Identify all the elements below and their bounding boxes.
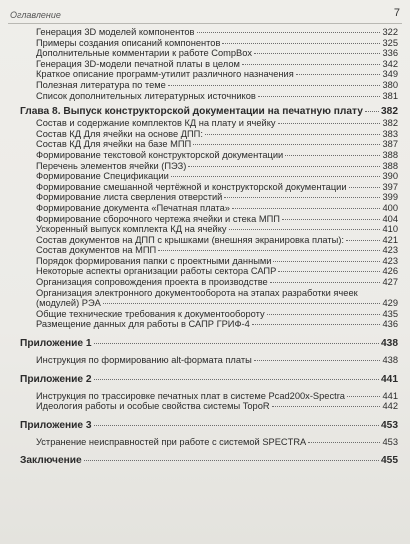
toc-entry-page: 421 [382,234,398,245]
dot-leader [254,360,381,361]
dot-leader [94,343,379,344]
chapter-page: 382 [381,106,398,118]
toc-entry-page: 410 [382,224,398,235]
dot-leader [347,396,381,397]
toc-entry-page: 382 [382,118,398,129]
dot-leader [222,43,380,44]
toc-entry-title: Формирование Спецификации [36,171,169,182]
appendix-page: 438 [381,338,398,350]
toc-entry[interactable] [0,214,410,225]
toc-entry-page: 390 [382,171,398,182]
toc-entry-page: 453 [382,436,398,447]
toc-entry-title: Некоторые аспекты организации работы сектора САПР [36,266,277,277]
toc-entry-page: 436 [382,319,398,330]
dot-leader [197,32,381,33]
toc-entry[interactable] [0,245,410,256]
toc-entry-title: Организация электронного документооборота на этапах разработки ячеек [36,287,358,298]
toc-entry[interactable] [0,161,410,172]
toc-entry[interactable] [0,69,410,80]
toc-entry-page: 427 [382,277,398,288]
table-of-contents [0,27,410,467]
dot-leader [171,176,381,177]
toc-entry-title: Инструкция по формированию alt-формата платы [36,355,252,366]
dot-leader [272,406,381,407]
toc-entry-page: 423 [382,245,398,256]
toc-entry[interactable] [0,319,410,330]
dot-leader [84,460,379,461]
appendix-page: 453 [381,419,398,431]
appendix-title: Приложение 2 [20,373,92,385]
dot-leader [205,134,381,135]
toc-entry-page: 441 [382,390,398,401]
page-number: 7 [393,7,400,19]
dot-leader [278,123,381,124]
appendix-heading[interactable] [0,419,410,432]
chapter-heading[interactable] [0,105,410,118]
toc-entry-multiline-second[interactable] [0,298,410,309]
toc-entry-title: Состав и содержание комплектов КД на плату и ячейку [36,118,276,129]
toc-entry-page: 336 [382,48,398,59]
toc-entry-title: Состав документов на ДПП с крышками (внешняя экранировка платы): [36,234,344,245]
toc-entry-title: Порядок формирования папки с проектными данными [36,255,272,266]
toc-entry[interactable] [0,309,410,320]
toc-entry-title: Организация сопровождения проекта в производстве [36,277,268,288]
toc-entry-page: 399 [382,192,398,203]
dot-leader [285,155,380,156]
toc-entry-title: Примеры создания описаний компонентов [36,37,221,48]
toc-entry-page: 349 [382,69,398,80]
dot-leader [278,271,380,272]
dot-leader [193,144,380,145]
toc-entry-page: 380 [382,79,398,90]
toc-entry-page: 442 [382,401,398,412]
dot-leader [296,74,381,75]
dot-leader [349,187,381,188]
toc-entry-title: Перечень элементов ячейки (ПЭЗ) [36,160,187,171]
toc-entry-title: Инструкция по трассировке печатных плат в системе Pcad200x-Spectra [36,390,345,401]
toc-entry-title: Состав документов на МПП [36,245,157,256]
dot-leader [258,96,381,97]
toc-entry[interactable] [0,203,410,214]
dot-leader [242,64,381,65]
toc-entry-multiline-first[interactable] [0,288,410,299]
toc-entry[interactable] [0,38,410,49]
toc-entry-page: 342 [382,58,398,69]
toc-entry-title: Идеология работы и особые свойства системы TopoR [36,401,270,412]
toc-entry-title: Формирование сборочного чертежа ячейки и стека МПП [36,213,280,224]
toc-entry-title: Формирование документа «Печатная плата» [36,202,230,213]
dot-leader [346,240,380,241]
toc-entry-page: 400 [382,202,398,213]
dot-leader [267,314,381,315]
conclusion-heading[interactable] [0,454,410,467]
toc-entry[interactable] [0,266,410,277]
appendix-heading[interactable] [0,373,410,386]
dot-leader [188,166,380,167]
toc-entry-page: 429 [382,298,398,309]
toc-entry-title-continued: (модулей) РЭА [36,298,101,309]
toc-entry[interactable] [0,139,410,150]
dot-leader [273,261,380,262]
toc-entry-page: 383 [382,128,398,139]
toc-entry-title: Формирование смешанной чертёжной и конструкторской документации [36,181,347,192]
toc-entry-page: 387 [382,139,398,150]
header-rule [8,23,402,24]
toc-entry[interactable] [0,224,410,235]
toc-entry[interactable] [0,355,410,366]
toc-entry[interactable] [0,59,410,70]
toc-entry[interactable] [0,27,410,38]
dot-leader [308,442,380,443]
appendix-page: 441 [381,373,398,385]
toc-entry-page: 438 [382,355,398,366]
dot-leader [224,197,380,198]
conclusion-page: 455 [381,455,398,467]
toc-entry-title: Дополнительные комментарии к работе CompBox [36,48,253,59]
toc-entry-page: 388 [382,160,398,171]
toc-entry-page: 397 [382,181,398,192]
dot-leader [365,111,379,112]
toc-entry-title: Ускоренный выпуск комплекта КД на ячейку [36,224,227,235]
toc-entry-page: 322 [382,27,398,37]
toc-entry-title: Формирование текстовой конструкторской документации [36,149,284,160]
toc-entry-page: 423 [382,255,398,266]
toc-entry[interactable] [0,192,410,203]
toc-entry[interactable] [0,277,410,288]
toc-entry[interactable] [0,48,410,59]
toc-entry-title: Список дополнительных литературных источников [36,90,256,101]
toc-entry-page: 381 [382,90,398,101]
toc-entry[interactable] [0,91,410,102]
dot-leader [168,85,381,86]
toc-entry[interactable] [0,182,410,193]
toc-entry[interactable] [0,171,410,182]
dot-leader [158,250,380,251]
dot-leader [229,229,381,230]
dot-leader [94,425,379,426]
dot-leader [94,379,379,380]
toc-entry-page: 388 [382,149,398,160]
toc-entry[interactable] [0,401,410,412]
running-head: Оглавление [10,10,61,20]
toc-entry-title: Генерация 3D моделей компонентов [36,27,195,37]
dot-leader [282,219,381,220]
appendix-title: Приложение 3 [20,419,92,431]
toc-entry-title: Краткое описание программ-утилит различного назначения [36,69,294,80]
toc-entry-title: Общие технические требования к документообороту [36,308,265,319]
toc-entry-page: 404 [382,213,398,224]
dot-leader [103,303,381,304]
toc-entry[interactable] [0,150,410,161]
toc-entry[interactable] [0,118,410,129]
toc-entry[interactable] [0,437,410,448]
toc-entry-title: Размещение данных для работы в САПР ГРИФ-4 [36,319,250,330]
toc-entry[interactable] [0,80,410,91]
toc-entry-page: 426 [382,266,398,277]
toc-entry-title: Генерация 3D-модели печатной платы в целом [36,58,240,69]
toc-entry-title: Состав КД Для ячейки на базе МПП [36,139,192,150]
conclusion-title: Заключение [20,455,82,467]
dot-leader [254,53,380,54]
toc-entry[interactable] [0,391,410,402]
dot-leader [252,324,381,325]
toc-entry-title: Устранение неисправностей при работе с системой SPECTRA [36,436,307,447]
appendix-heading[interactable] [0,337,410,350]
toc-entry-title: Состав КД Для ячейки на основе ДПП: [36,128,203,139]
toc-entry-title: Полезная литература по теме [36,79,166,90]
toc-entry[interactable] [0,129,410,140]
dot-leader [270,282,381,283]
toc-entry-page: 325 [382,37,398,48]
toc-entry[interactable] [0,235,410,246]
toc-entry[interactable] [0,256,410,267]
chapter-title: Глава 8. Выпуск конструкторской документации на печатную плату [20,106,363,118]
toc-entry-page: 435 [382,308,398,319]
toc-entry-title: Формирование листа сверления отверстий [36,192,223,203]
appendix-title: Приложение 1 [20,338,92,350]
dot-leader [232,208,381,209]
